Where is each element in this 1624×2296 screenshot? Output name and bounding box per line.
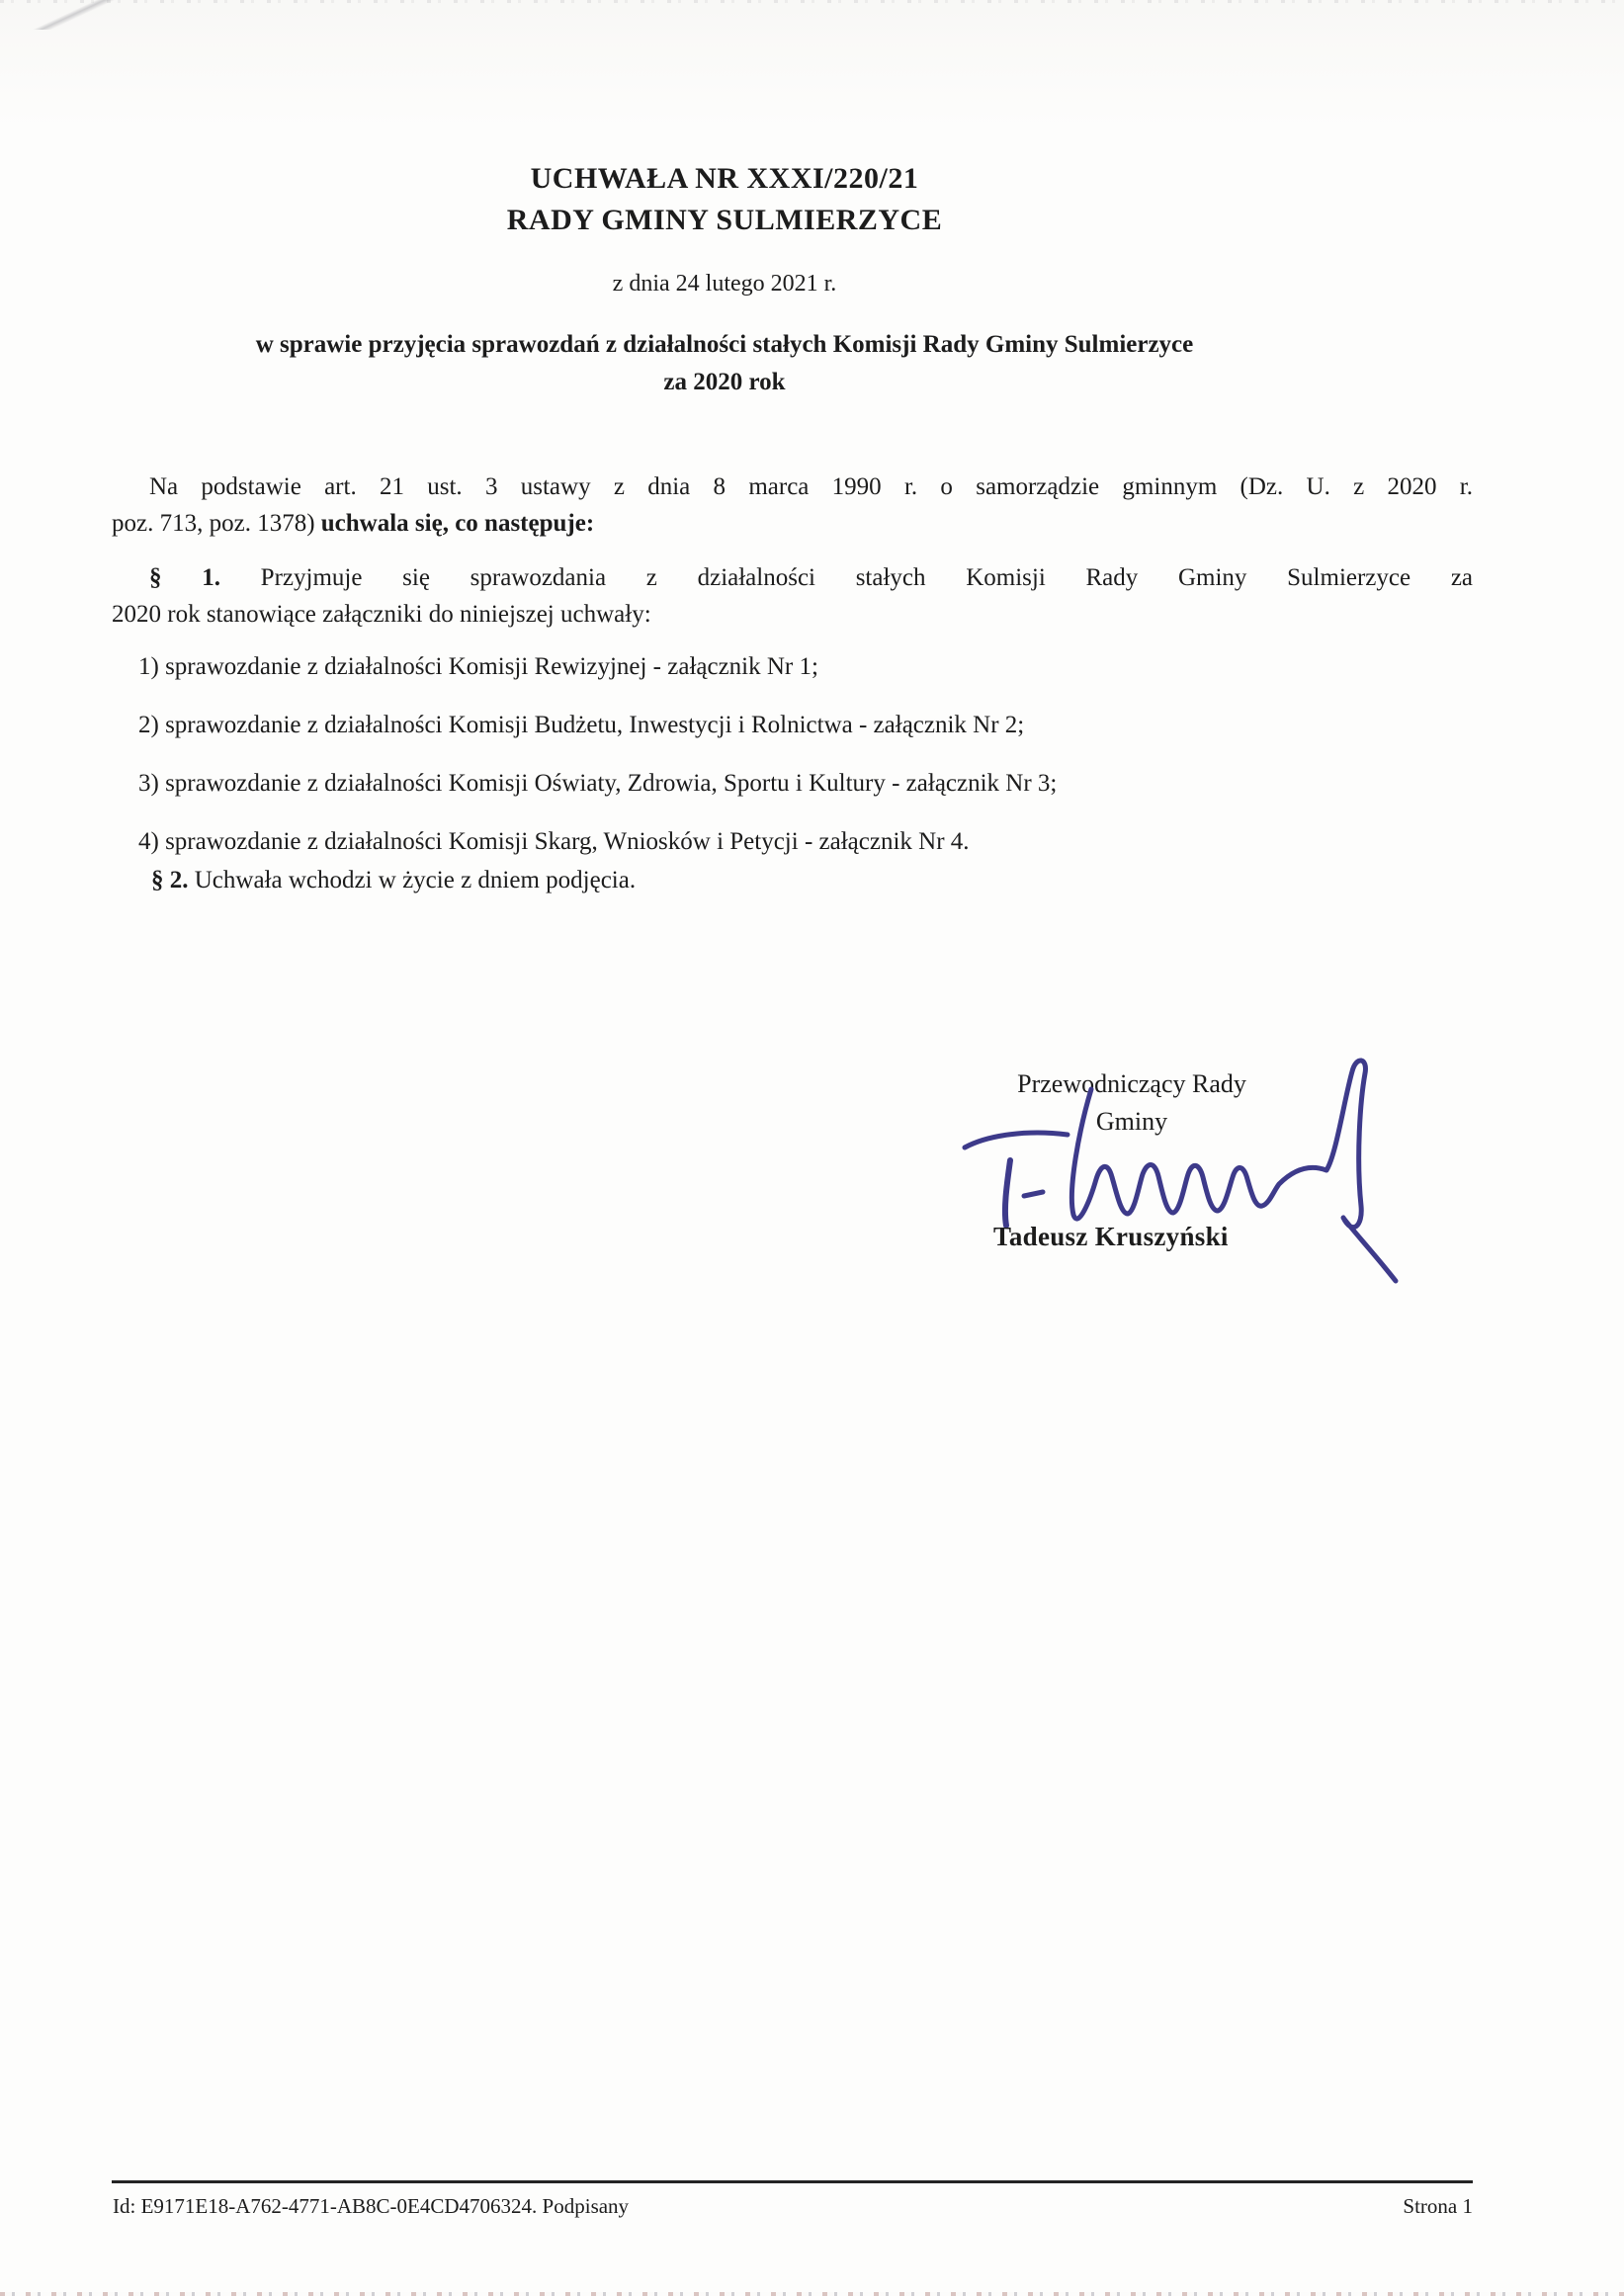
footer-document-id: Id: E9171E18-A762-4771-AB8C-0E4CD4706324. Podpisany: [113, 2194, 630, 2218]
subject-line-2: za 2020 rok: [663, 369, 786, 395]
list-item-2: 2) sprawozdanie z działalności Komisji Budżetu, Inwestycji i Rolnictwa - załącznik Nr 2;: [138, 712, 1025, 738]
list-item-1: 1) sprawozdanie z działalności Komisji Rewizyjnej - załącznik Nr 1;: [138, 653, 818, 680]
signature-stroke-hyphen: [1024, 1192, 1043, 1196]
paragraph-1-line-1-text: Przyjmuje się sprawozdania z działalności stałych Komisji Rady Gminy Sulmierzyce za: [219, 564, 1474, 591]
signature-name: Tadeusz Kruszyński: [993, 1222, 1229, 1251]
footer-page-number: Strona 1: [1403, 2194, 1473, 2218]
paragraph-2: [112, 862, 1473, 898]
section-1-symbol: § 1.: [149, 564, 220, 591]
document-title: [112, 158, 1337, 241]
footer-divider: [112, 2180, 1473, 2183]
document-date: z dnia 24 lutego 2021 r.: [612, 271, 837, 297]
legal-basis-paragraph: [112, 468, 1473, 542]
scan-artifact-bottom-edge: [0, 2292, 1624, 2296]
scan-artifact-top-edge: [0, 0, 1624, 3]
scan-artifact-crease: [18, 0, 131, 30]
attachments-list: [138, 648, 1473, 882]
paragraph-1-line-1: [112, 559, 1473, 596]
list-item-3: 3) sprawozdanie z działalności Komisji Oświaty, Zdrowia, Sportu i Kultury - załącznik Nr 3;: [138, 770, 1058, 797]
legal-basis-line-1: Na podstawie art. 21 ust. 3 ustawy z dnia 8 marca 1990 r. o samorządzie gminnym (Dz. U. z 2020 r.: [149, 473, 1473, 500]
paragraph-2-text: Uchwała wchodzi w życie z dniem podjęcia.: [188, 867, 637, 893]
handwritten-signature-icon: [951, 1052, 1465, 1294]
legal-basis-line-2-normal: poz. 713, poz. 1378): [112, 510, 321, 537]
document-subject: [112, 326, 1337, 401]
paragraph-1-line-2: 2020 rok stanowiące załączniki do niniejszej uchwały:: [112, 601, 651, 628]
subject-line-1: w sprawie przyjęcia sprawozdań z działalności stałych Komisji Rady Gminy Sulmierzyce: [255, 331, 1194, 358]
title-line-1: UCHWAŁA NR XXXI/220/21: [530, 162, 919, 195]
signature-role-line-1: Przewodniczący Rady: [1017, 1069, 1246, 1098]
title-line-2: RADY GMINY SULMIERZYCE: [506, 204, 943, 236]
list-item-4: 4) sprawozdanie z działalności Komisji Skarg, Wniosków i Petycji - załącznik Nr 4.: [138, 828, 970, 855]
legal-basis-line-2-bold: uchwala się, co następuje:: [320, 510, 595, 537]
signature-stroke-t: [1005, 1160, 1010, 1226]
paragraph-1: [112, 559, 1473, 633]
section-2-symbol: § 2.: [151, 867, 189, 893]
legal-basis-line-2: [112, 505, 1473, 542]
signature-stroke-dash: [965, 1133, 1068, 1148]
signature-role-line-2: Gminy: [1095, 1107, 1168, 1136]
